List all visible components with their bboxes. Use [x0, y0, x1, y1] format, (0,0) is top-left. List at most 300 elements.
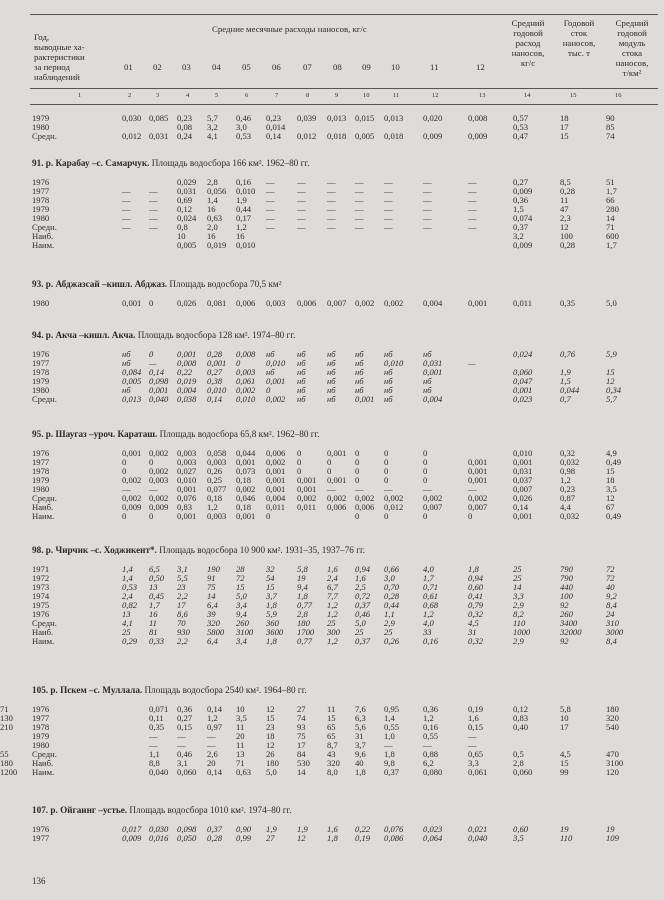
table-cell: 32000 [560, 627, 582, 637]
table-cell: 1,9 [560, 367, 571, 377]
table-cell: 0,65 [468, 749, 484, 759]
table-cell: 0,019 [207, 240, 227, 250]
table-cell: 0,22 [355, 824, 371, 834]
table-cell: 0,002 [297, 493, 317, 503]
table-cell: — [122, 204, 131, 214]
table-cell: 0,12 [513, 704, 529, 714]
table-cell: нб [355, 367, 364, 377]
table-cell: 0,16 [423, 722, 439, 732]
table-cell: 8,2 [513, 609, 524, 619]
section-table [0, 825, 664, 843]
table-cell: — [297, 195, 306, 205]
table-cell: 0,15 [468, 722, 484, 732]
table-cell: 16 [149, 609, 158, 619]
table-cell: 0,009 [423, 131, 443, 141]
table-cell: 92 [560, 600, 569, 610]
table-cell: 0,001 [266, 376, 286, 386]
table-cell: — [327, 484, 336, 494]
row-label: Наиб. [32, 627, 54, 637]
table-cell: 17 [560, 122, 569, 132]
header-annual-runoff: Годовой сток наносов, тыс. т [562, 18, 596, 58]
table-cell: 15 [236, 582, 245, 592]
table-cell: 440 [560, 582, 573, 592]
table-cell: нб [297, 376, 306, 386]
table-cell: 0,007 [423, 502, 443, 512]
table-cell: 0 [355, 466, 360, 476]
table-cell: 8,4 [606, 636, 617, 646]
table-cell: 0,003 [266, 298, 286, 308]
table-cell: 4,1 [207, 131, 218, 141]
table-cell: 0,001 [177, 484, 197, 494]
row-label: Средн. [32, 394, 57, 404]
table-cell: 0,14 [207, 767, 223, 777]
table-cell: 0,94 [468, 573, 484, 583]
table-cell: — [122, 186, 131, 196]
table-cell: 0,37 [207, 824, 223, 834]
table-cell: 0,011 [297, 502, 317, 512]
column-number-row: 1 2 3 4 5 6 7 8 9 10 11 12 13 14 15 16 [78, 92, 622, 99]
table-cell: 1,7 [423, 573, 434, 583]
table-cell: 300 [327, 627, 340, 637]
table-cell: — [149, 222, 158, 232]
table-cell: 0,060 [513, 367, 533, 377]
table-cell: 0,28 [384, 591, 400, 601]
table-cell: 0,071 [149, 704, 169, 714]
table-cell: 5,5 [177, 573, 188, 583]
table-cell: 0,47 [513, 131, 529, 141]
table-cell: 8,5 [560, 177, 571, 187]
row-label: 1979 [32, 475, 50, 485]
table-cell: 9,8 [384, 758, 395, 768]
table-cell: 0,002 [122, 475, 142, 485]
section-table [0, 299, 664, 308]
table-cell: 0,039 [297, 113, 317, 123]
section-title-river: 94. р. Акча –кишл. Акча. [32, 330, 136, 340]
table-cell: 0,010 [236, 394, 256, 404]
table-cell: — [468, 177, 477, 187]
table-cell: 32 [266, 564, 275, 574]
table-cell: 0,55 [384, 722, 400, 732]
table-cell: 0,047 [513, 376, 533, 386]
table-cell: 19 [297, 573, 306, 583]
table-cell: 5,7 [606, 394, 617, 404]
table-cell: 0,005 [122, 376, 142, 386]
table-cell: — [149, 204, 158, 214]
table-cell: 2,0 [207, 222, 218, 232]
row-label: Средн. [32, 749, 57, 759]
table-cell: 2,4 [122, 591, 133, 601]
table-cell: — [423, 740, 432, 750]
table-cell: 1,9 [236, 195, 247, 205]
table-cell: 0,23 [266, 113, 282, 123]
table-cell: 0,031 [513, 466, 533, 476]
table-cell: 0,69 [177, 195, 193, 205]
table-cell: 0,056 [207, 186, 227, 196]
table-cell: 0,001 [236, 457, 256, 467]
table-cell: 0,001 [177, 349, 197, 359]
table-cell: 0,001 [327, 475, 347, 485]
table-cell: 1,4 [384, 713, 395, 723]
header-annual-modulus: Средний годовой модуль стока наносов, т/км² [615, 18, 649, 78]
table-cell: 28 [236, 564, 245, 574]
table-cell: 18 [560, 113, 569, 123]
table-cell: 92 [560, 636, 569, 646]
row-label: 1979 [32, 204, 50, 214]
table-cell: 0,077 [207, 484, 227, 494]
table-cell: 0,18 [236, 475, 252, 485]
table-cell: 0,001 [327, 448, 347, 458]
table-cell: 93 [297, 722, 306, 732]
table-cell: нб [266, 367, 275, 377]
table-cell: 0,60 [513, 824, 529, 834]
table-cell: 0,28 [207, 349, 223, 359]
table-cell: 0,44 [384, 600, 400, 610]
table-cell: 0,044 [236, 448, 256, 458]
table-cell: 2,9 [513, 600, 524, 610]
row-label: Средн. [32, 618, 57, 628]
table-cell: 1,5 [560, 376, 571, 386]
table-cell: 0,001 [468, 298, 488, 308]
table-cell: нб [384, 394, 393, 404]
table-cell: 12 [606, 376, 615, 386]
table-cell: 91 [207, 573, 216, 583]
table-cell: 0,024 [177, 213, 197, 223]
section-title [32, 685, 307, 696]
table-cell: 0,061 [468, 767, 488, 777]
table-cell: — [423, 177, 432, 187]
table-cell: — [384, 222, 393, 232]
table-cell: 0,031 [149, 131, 169, 141]
table-cell: 0,87 [560, 493, 576, 503]
table-cell: 0 [297, 466, 302, 476]
section-title-details: Площадь водосбора 1010 км². 1974–80 гг. [127, 805, 292, 815]
table-cell: 74 [606, 131, 615, 141]
table-cell: 0,45 [149, 591, 165, 601]
table-cell: 0,001 [149, 385, 169, 395]
table-cell: нб [327, 349, 336, 359]
table-cell: 3,1 [177, 758, 188, 768]
table-cell: 1,2 [327, 636, 338, 646]
row-label: Наим. [32, 240, 55, 250]
table-cell: 0,14 [207, 394, 223, 404]
table-cell: 0,001 [297, 484, 317, 494]
table-cell: 0,46 [236, 113, 252, 123]
row-label: 1980 [32, 484, 50, 494]
table-cell: 3,5 [606, 484, 617, 494]
table-cell: 1,9 [297, 824, 308, 834]
table-cell: 0,001 [177, 511, 197, 521]
table-cell: 1,2 [327, 600, 338, 610]
table-cell: — [355, 186, 364, 196]
table-cell: 0,15 [177, 722, 193, 732]
table-cell: 0,001 [266, 475, 286, 485]
table-cell: нб [297, 394, 306, 404]
table-cell: 0,013 [122, 394, 142, 404]
section-title-river: 105. р. Пскем –с. Муллала. [32, 685, 143, 695]
table-cell: 0,044 [560, 385, 580, 395]
section-title [32, 545, 365, 556]
table-cell: 0,046 [236, 493, 256, 503]
row-label: 1976 [32, 704, 50, 714]
section-table [0, 565, 664, 646]
table-cell: 23 [266, 722, 275, 732]
table-row [0, 395, 664, 404]
table-cell: — [384, 204, 393, 214]
table-cell: нб [297, 367, 306, 377]
table-cell: 6,4 [207, 600, 218, 610]
table-cell: 40 [606, 582, 615, 592]
table-cell: 3,0 [384, 573, 395, 583]
table-cell: 13 [149, 582, 158, 592]
table-cell: 0 [355, 475, 360, 485]
table-cell: 2,9 [513, 636, 524, 646]
row-label: 1976 [32, 349, 50, 359]
table-cell: 0,006 [355, 502, 375, 512]
table-cell: — [423, 484, 432, 494]
table-cell: 0,28 [560, 186, 576, 196]
table-cell: 0,007 [327, 298, 347, 308]
section-table [0, 705, 664, 777]
table-cell: 0,17 [236, 213, 252, 223]
table-cell: 15 [327, 713, 336, 723]
table-cell: 0,004 [423, 298, 443, 308]
table-cell: 2,9 [384, 618, 395, 628]
table-cell: 1,8 [297, 591, 308, 601]
table-cell: 930 [177, 627, 190, 637]
table-cell: 10 [560, 713, 569, 723]
row-label: Наим. [32, 511, 55, 521]
table-cell: 1,7 [149, 600, 160, 610]
table-cell: 3,4 [236, 600, 247, 610]
row-label: Средн. [32, 493, 57, 503]
table-cell: 0,013 [384, 113, 404, 123]
table-cell: 0,68 [423, 600, 439, 610]
table-cell: 0 [327, 457, 332, 467]
table-cell: 0,22 [177, 367, 193, 377]
table-cell: 0,77 [297, 636, 313, 646]
table-cell: 75 [207, 582, 216, 592]
row-label: 1977 [32, 713, 50, 723]
table-cell: 0,94 [355, 564, 371, 574]
table-cell: 0,5 [513, 749, 524, 759]
table-cell: — [355, 222, 364, 232]
table-cell: 0 [236, 358, 241, 368]
table-cell: 0,7 [560, 394, 571, 404]
table-cell: 75 [297, 731, 306, 741]
table-cell: 14 [606, 213, 615, 223]
table-cell: 100 [560, 591, 573, 601]
table-cell: 0 [266, 385, 271, 395]
table-cell: 0,001 [207, 358, 227, 368]
table-cell: 0 [423, 511, 428, 521]
table-cell: 260 [236, 618, 249, 628]
table-cell: 3,2 [207, 122, 218, 132]
table-cell: 0,004 [177, 385, 197, 395]
section-table [0, 350, 664, 404]
table-cell: 5,6 [355, 722, 366, 732]
table-cell: 0,008 [468, 113, 488, 123]
table-cell: 1,7 [606, 240, 617, 250]
section-title-river: 93. р. Абджазсай –кишл. Абджаз. [32, 279, 168, 289]
row-label: Наиб. [32, 758, 54, 768]
table-cell: — [297, 186, 306, 196]
table-cell: нб [384, 367, 393, 377]
table-cell: — [423, 213, 432, 223]
table-cell: 0,004 [266, 493, 286, 503]
table-cell: 0,002 [149, 493, 169, 503]
table-cell: 3000 [606, 627, 624, 637]
table-cell: 3,1 [177, 564, 188, 574]
table-cell: 84 [297, 749, 306, 759]
table-cell: 109 [606, 833, 619, 843]
section-title-details: Площадь водосбора 166 км². 1962–80 гг. [149, 158, 310, 168]
table-cell: — [297, 222, 306, 232]
table-cell: 0,003 [177, 448, 197, 458]
table-cell: 0,46 [355, 609, 371, 619]
table-cell: 0,001 [236, 511, 256, 521]
table-cell: 0,003 [149, 475, 169, 485]
table-cell: нб [327, 385, 336, 395]
table-cell: 0,009 [468, 131, 488, 141]
table-cell: 0 [122, 466, 127, 476]
row-label: 1979 [32, 113, 50, 123]
table-cell: 0,002 [355, 493, 375, 503]
table-cell: 0,003 [207, 511, 227, 521]
table-cell: — [384, 195, 393, 205]
table-cell: 0,98 [560, 466, 576, 476]
table-cell: 5,9 [266, 609, 277, 619]
table-cell: 2,8 [513, 758, 524, 768]
table-cell: 0,001 [423, 367, 443, 377]
table-cell: 17 [560, 722, 569, 732]
row-label: 1977 [32, 358, 50, 368]
table-cell: — [207, 740, 216, 750]
table-cell: 67 [606, 502, 615, 512]
table-cell: нб [122, 358, 131, 368]
table-cell: — [327, 186, 336, 196]
row-label: 1972 [32, 573, 50, 583]
table-cell: 5,7 [207, 113, 218, 123]
table-cell: — [122, 484, 131, 494]
table-cell: 0,95 [384, 704, 400, 714]
table-cell: 0,36 [423, 704, 439, 714]
table-cell: 0,050 [177, 833, 197, 843]
table-cell: 0,011 [266, 502, 286, 512]
table-cell: 4,5 [560, 749, 571, 759]
row-label: 1977 [32, 186, 50, 196]
table-cell: 1,2 [560, 475, 571, 485]
table-cell: 0 [327, 466, 332, 476]
table-cell: 10 [177, 231, 186, 241]
table-cell: 0,074 [513, 213, 533, 223]
table-cell: — [355, 213, 364, 223]
table-cell: 6,3 [355, 713, 366, 723]
table-cell: 0,001 [355, 394, 375, 404]
table-cell: 0,031 [177, 186, 197, 196]
row-label: Наим. [32, 636, 55, 646]
table-cell: 0,010 [236, 240, 256, 250]
table-cell: 0,080 [423, 767, 443, 777]
table-cell: 3400 [560, 618, 578, 628]
table-cell: 600 [606, 231, 619, 241]
table-cell: нб [384, 349, 393, 359]
table-cell: 14 [297, 767, 306, 777]
table-cell: 3,5 [236, 713, 247, 723]
table-cell: 8,4 [606, 600, 617, 610]
table-cell: нб [122, 385, 131, 395]
table-cell: 0 [384, 475, 389, 485]
table-cell: 0,60 [468, 582, 484, 592]
table-cell: 0,14 [149, 367, 165, 377]
table-cell: 1,9 [266, 824, 277, 834]
table-cell: 25 [384, 627, 393, 637]
row-label: Наиб. [32, 231, 54, 241]
table-cell: — [468, 358, 476, 368]
table-cell: 1,6 [355, 573, 366, 583]
table-cell: — [149, 186, 158, 196]
table-cell: нб [122, 349, 131, 359]
section-title-details: Площадь водосбора 65,8 км². 1962–80 гг. [157, 429, 320, 439]
table-cell: 180 [297, 618, 310, 628]
table-cell: 1,8 [468, 564, 479, 574]
table-cell: — [355, 204, 364, 214]
table-cell: 210 [0, 722, 13, 732]
table-cell: 1,4 [122, 564, 133, 574]
table-cell: 5,8 [560, 704, 571, 714]
table-cell: 0,085 [149, 113, 169, 123]
table-cell: 0,19 [355, 833, 371, 843]
table-cell: 0,015 [355, 113, 375, 123]
table-cell: 0 [266, 511, 271, 521]
table-cell: 6,5 [149, 564, 160, 574]
table-cell: 0,53 [513, 122, 529, 132]
table-cell: 0,8 [177, 222, 188, 232]
table-cell: — [266, 204, 275, 214]
table-cell: 0,23 [560, 484, 576, 494]
table-cell: 320 [327, 758, 340, 768]
table-cell: 0 [468, 511, 473, 521]
table-cell: 8,8 [149, 758, 160, 768]
table-cell: 0,72 [355, 591, 371, 601]
table-cell: 0,007 [468, 502, 488, 512]
table-cell: 0,38 [207, 376, 223, 386]
table-cell: 0,36 [513, 195, 529, 205]
row-label: 1973 [32, 582, 50, 592]
row-label: 1980 [32, 122, 50, 132]
table-cell: — [177, 740, 186, 750]
table-cell: 4,0 [423, 618, 434, 628]
table-cell: 0,040 [468, 833, 488, 843]
header-annual-flow: Средний годовой расход наносов, кг/с [511, 18, 545, 68]
table-cell: 4,4 [560, 502, 571, 512]
table-cell: — [297, 204, 306, 214]
table-cell: 11 [560, 195, 569, 205]
table-cell: 0,004 [423, 394, 443, 404]
table-cell: 0,32 [468, 636, 484, 646]
table-cell: 70 [177, 618, 186, 628]
table-cell: 0,010 [513, 448, 533, 458]
table-cell: 85 [606, 122, 615, 132]
table-cell: 1,2 [423, 713, 434, 723]
table-cell: 13 [236, 749, 245, 759]
table-cell: 0 [149, 511, 154, 521]
table-cell: 1,6 [327, 564, 338, 574]
table-cell: 1,8 [384, 749, 395, 759]
table-cell: 320 [606, 713, 619, 723]
table-cell: 0 [384, 457, 389, 467]
table-cell: 540 [606, 722, 619, 732]
page-number: 136 [32, 876, 46, 886]
